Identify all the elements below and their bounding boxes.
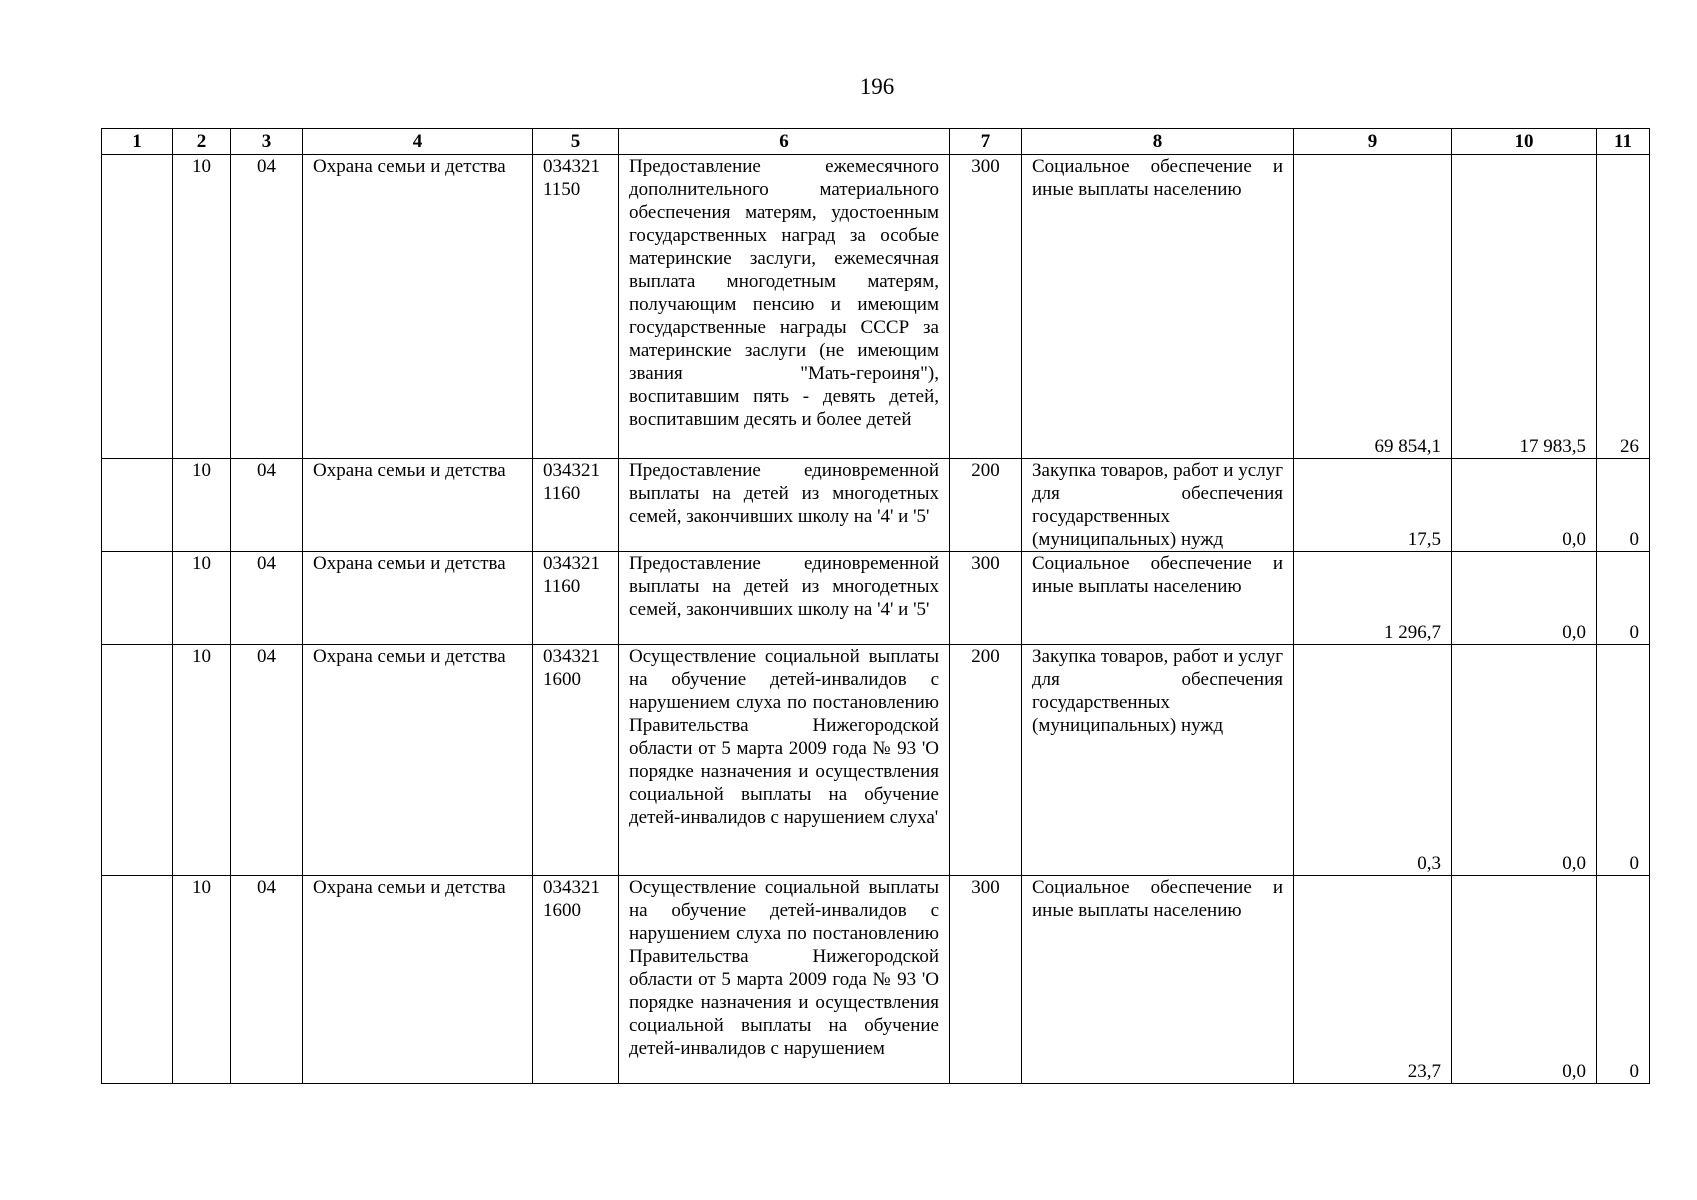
- cell-subsection: 04: [231, 645, 303, 876]
- cell-expense-name: Социальное обеспечение и иные выплаты населению: [1022, 155, 1294, 459]
- column-header-11: 11: [1597, 129, 1650, 155]
- cell-amount-11: 26: [1597, 155, 1650, 459]
- cell-target-code: [533, 876, 619, 1084]
- column-header-7: 7: [950, 129, 1022, 155]
- cell-section: 10: [173, 155, 231, 459]
- cell-description: Предоставление ежемесячного дополнительного материального обеспечения матерям, удостоенным государственных наград за особые материнские заслуги, ежемесячная выплата многодетным матерям, получающим пенсию и имеющим государственные награды СССР за материнские заслуги (не имеющим звания "Мать-героиня"), воспитавшим пять - девять детей, воспитавшим десять и более детей: [619, 155, 950, 459]
- cell-description: Предоставление единовременной выплаты на детей из многодетных семей, закончивших школу на '4' и '5': [619, 459, 950, 552]
- code-part-1: 034321: [543, 646, 600, 667]
- column-header-8: 8: [1022, 129, 1294, 155]
- column-header-2: 2: [173, 129, 231, 155]
- column-header-9: 9: [1294, 129, 1452, 155]
- cell-amount-9: 23,7: [1294, 876, 1452, 1084]
- cell-subsection: 04: [231, 876, 303, 1084]
- code-part-2: 1150: [543, 179, 581, 200]
- cell-target-code: [533, 645, 619, 876]
- cell-description: Осуществление социальной выплаты на обучение детей-инвалидов с нарушением слуха по постановлению Правительства Нижегородской области от 5 марта 2009 года № 93 'О порядке назначения и осуществления социальной выплаты на обучение детей-инвалидов с нарушением слуха': [619, 645, 950, 876]
- table-row: [102, 876, 1650, 1084]
- cell-amount-11: 0: [1597, 552, 1650, 645]
- cell-col1: [102, 459, 173, 552]
- cell-col1: [102, 645, 173, 876]
- code-part-1: 034321: [543, 553, 600, 574]
- code-part-2: 1600: [543, 900, 581, 921]
- cell-amount-9: 69 854,1: [1294, 155, 1452, 459]
- cell-section: 10: [173, 459, 231, 552]
- cell-amount-10: 0,0: [1452, 645, 1597, 876]
- cell-expense-name: Закупка товаров, работ и услуг для обеспечения государственных (муниципальных) нужд: [1022, 459, 1294, 552]
- cell-description: Предоставление единовременной выплаты на детей из многодетных семей, закончивших школу на '4' и '5': [619, 552, 950, 645]
- cell-expense-type: 300: [950, 876, 1022, 1084]
- cell-amount-11: 0: [1597, 459, 1650, 552]
- cell-amount-9: 1 296,7: [1294, 552, 1452, 645]
- cell-col1: [102, 552, 173, 645]
- cell-subsection-name: Охрана семьи и детства: [303, 645, 533, 876]
- column-header-3: 3: [231, 129, 303, 155]
- code-part-1: 034321: [543, 156, 600, 177]
- code-part-2: 1600: [543, 669, 581, 690]
- column-header-1: 1: [102, 129, 173, 155]
- cell-section: 10: [173, 552, 231, 645]
- code-part-1: 034321: [543, 460, 600, 481]
- code-part-1: 034321: [543, 877, 600, 898]
- cell-expense-type: 300: [950, 552, 1022, 645]
- column-header-4: 4: [303, 129, 533, 155]
- cell-amount-10: 0,0: [1452, 459, 1597, 552]
- table-row: [102, 645, 1650, 876]
- table-row: [102, 552, 1650, 645]
- code-part-2: 1160: [543, 483, 581, 504]
- cell-amount-9: 17,5: [1294, 459, 1452, 552]
- cell-target-code: [533, 459, 619, 552]
- cell-description: Осуществление социальной выплаты на обучение детей-инвалидов с нарушением слуха по постановлению Правительства Нижегородской области от 5 марта 2009 года № 93 'О порядке назначения и осуществления социальной выплаты на обучение детей-инвалидов с нарушением: [619, 876, 950, 1084]
- table-row: [102, 459, 1650, 552]
- cell-col1: [102, 876, 173, 1084]
- cell-expense-type: 300: [950, 155, 1022, 459]
- cell-amount-11: 0: [1597, 876, 1650, 1084]
- column-header-5: 5: [533, 129, 619, 155]
- column-header-10: 10: [1452, 129, 1597, 155]
- column-header-6: 6: [619, 129, 950, 155]
- page-number: 196: [859, 74, 895, 99]
- cell-expense-name: Закупка товаров, работ и услуг для обеспечения государственных (муниципальных) нужд: [1022, 645, 1294, 876]
- cell-subsection-name: Охрана семьи и детства: [303, 155, 533, 459]
- cell-amount-9: 0,3: [1294, 645, 1452, 876]
- cell-amount-10: 0,0: [1452, 876, 1597, 1084]
- cell-subsection: 04: [231, 552, 303, 645]
- cell-section: 10: [173, 645, 231, 876]
- budget-table: [101, 128, 1650, 1084]
- code-part-2: 1160: [543, 576, 581, 597]
- cell-amount-11: 0: [1597, 645, 1650, 876]
- cell-expense-name: Социальное обеспечение и иные выплаты населению: [1022, 876, 1294, 1084]
- cell-expense-type: 200: [950, 645, 1022, 876]
- cell-target-code: [533, 155, 619, 459]
- cell-target-code: [533, 552, 619, 645]
- header-row: [102, 129, 1650, 155]
- cell-expense-type: 200: [950, 459, 1022, 552]
- cell-subsection: 04: [231, 155, 303, 459]
- cell-subsection-name: Охрана семьи и детства: [303, 459, 533, 552]
- cell-subsection-name: Охрана семьи и детства: [303, 552, 533, 645]
- cell-subsection-name: Охрана семьи и детства: [303, 876, 533, 1084]
- cell-amount-10: 0,0: [1452, 552, 1597, 645]
- cell-expense-name: Социальное обеспечение и иные выплаты населению: [1022, 552, 1294, 645]
- cell-amount-10: 17 983,5: [1452, 155, 1597, 459]
- cell-section: 10: [173, 876, 231, 1084]
- cell-col1: [102, 155, 173, 459]
- table-row: [102, 155, 1650, 459]
- cell-subsection: 04: [231, 459, 303, 552]
